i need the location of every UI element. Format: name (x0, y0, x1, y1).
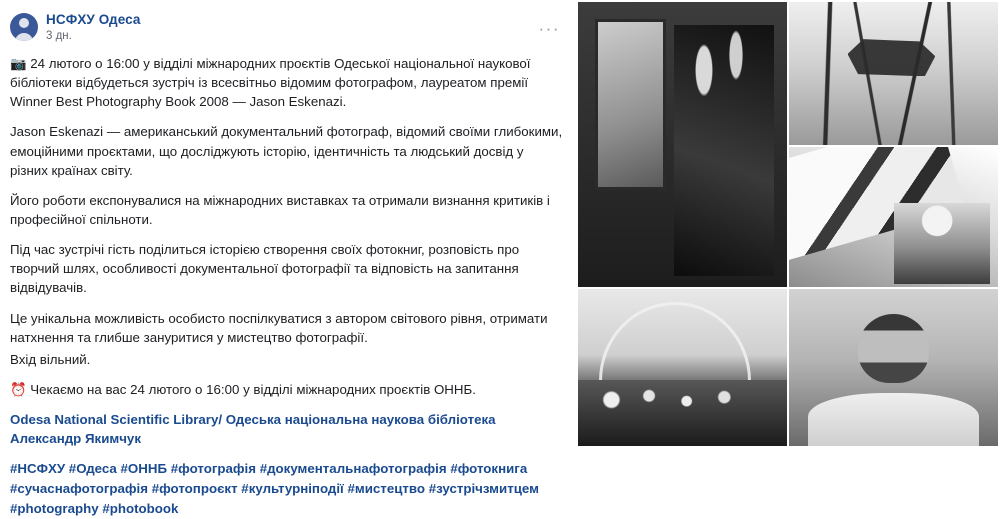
hashtag[interactable]: #культурніподії (241, 481, 344, 497)
post-timestamp[interactable]: 3 дн. (46, 30, 72, 43)
hashtag[interactable]: #документальнафотографія (259, 461, 447, 477)
post-paragraph-3: Його роботи експонувалися на міжнародних виставках та отримали визнання критиків і професійної спільноти. (10, 192, 550, 227)
avatar[interactable] (10, 13, 38, 41)
photo-swimmers-pier[interactable] (789, 2, 998, 145)
photo-flag-structure[interactable] (789, 147, 998, 287)
hashtag[interactable]: #НСФХУ (10, 461, 66, 477)
post-body (10, 54, 564, 519)
post-paragraph-6: Вхід вільний. (10, 351, 91, 367)
hashtag[interactable]: #ОННБ (120, 461, 168, 477)
photo-gallery (578, 0, 1000, 444)
post-paragraph-1: 📷 24 лютого о 16:00 у відділі міжнародних проєктів Одеської національної наукової бібліотеки відбудеться зустріч із всесвітньо відомим фотографом, лауреатом премії Winner Best Photography Book 2008 — Jason Eskenazi. (10, 55, 531, 110)
photo-field-figures[interactable] (578, 289, 787, 446)
page-name[interactable]: НСФХУ Одеса (46, 12, 141, 27)
post-paragraph-4: Під час зустрічі гість поділиться історією створення своїх фотокниг, розповість про творчий шлях, особливості документальної фотографії та відповість на запитання відвідувачів. (10, 242, 520, 296)
post-header (10, 12, 564, 44)
hashtag[interactable]: #сучаснафотографія (10, 481, 148, 497)
hashtag[interactable]: #photography (10, 501, 99, 517)
hashtag[interactable]: #мистецтво (347, 481, 426, 497)
photo-interior-figures[interactable] (578, 2, 787, 287)
more-options-icon[interactable]: ··· (538, 19, 560, 38)
hashtag[interactable]: #фотокнига (450, 461, 528, 477)
post-paragraph-5: Це унікальна можливість особисто поспілкуватися з автором світового рівня, отримати натхнення та глибше зануритися у мистецтво фотографії. (10, 310, 548, 345)
post-author-block (46, 12, 141, 44)
library-link[interactable]: Odesa National Scientific Library/ Одеська національна наукова бібліотека (10, 412, 496, 428)
hashtag-list (10, 459, 564, 519)
hashtag[interactable]: #зустрічзмитцем (428, 481, 539, 497)
hashtag[interactable]: #Одеса (68, 461, 117, 477)
hashtag[interactable]: #фотопроєкт (151, 481, 238, 497)
hashtag[interactable]: #фотографія (170, 461, 256, 477)
photo-portrait-man[interactable] (789, 289, 998, 446)
author-name[interactable]: Александр Якимчук (10, 431, 141, 447)
post-paragraph-7: ⏰ Чекаємо на вас 24 лютого о 16:00 у відділі міжнародних проєктів ОННБ. (10, 381, 476, 397)
hashtag[interactable]: #photobook (102, 501, 179, 517)
post-paragraph-2: Jason Eskenazi — американський документальний фотограф, відомий своїми глибокими, емоційними проєктами, що досліджують історію, ідентичність та людський досвід у різних країнах світу. (10, 124, 563, 178)
